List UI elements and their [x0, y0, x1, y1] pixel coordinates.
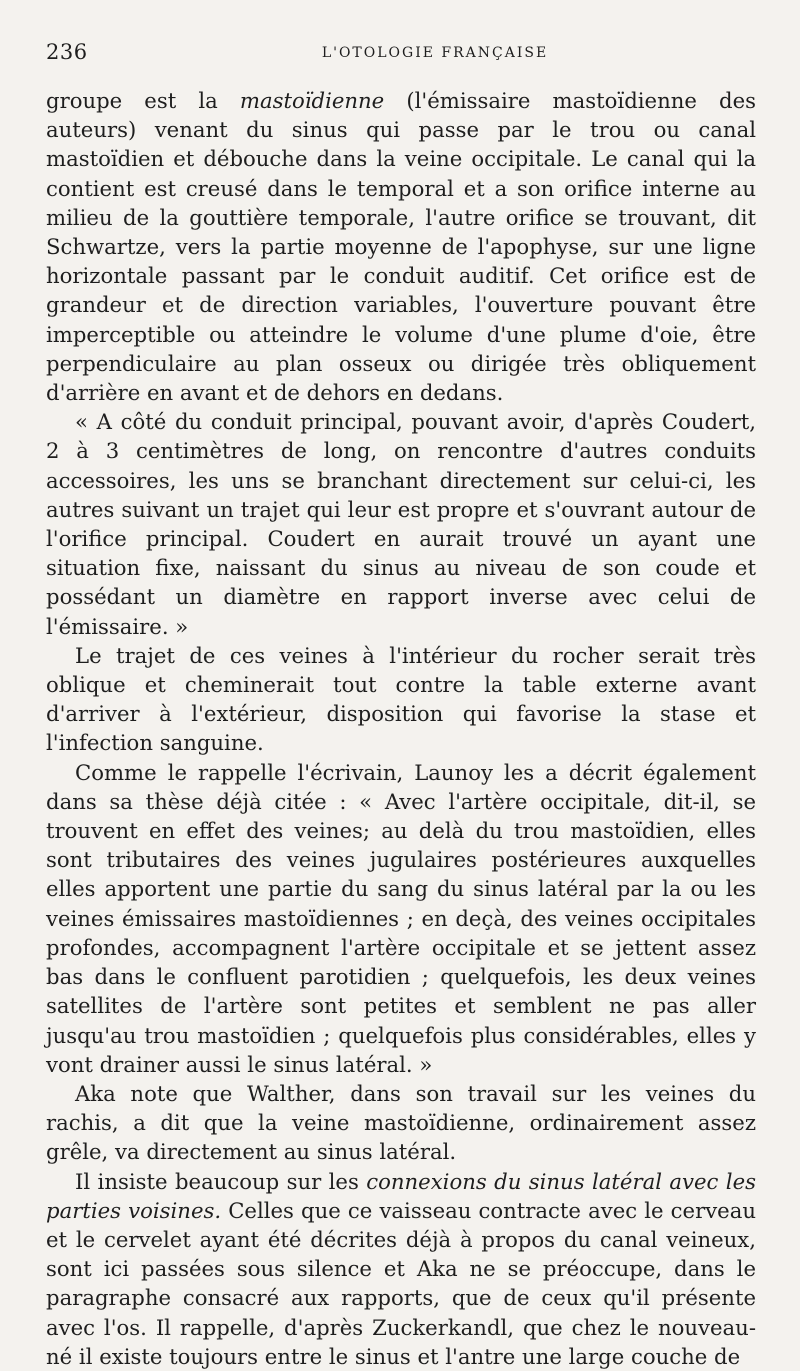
running-title: L'OTOLOGIE FRANÇAISE [321, 45, 549, 61]
paragraph-6: Il insiste beaucoup sur les connexions du sinus latéral avec les parties voisines. Celles que ce vaisseau contracte avec le cerveau et le cervelet ayant été décrites déjà à propos du canal veineux, sont ici passées sous silence et Aka ne se préoccupe, dans le paragraphe consacré aux rapports, que de ceux qu'il présente avec l'os. Il rappelle, d'après Zuckerkandl, que chez le nouveau-né il existe toujours entre le sinus et l'antre une large couche de [46, 1168, 756, 1369]
page-number: 236 [46, 40, 88, 64]
page-header [46, 40, 754, 70]
paragraph-4: Comme le rappelle l'écrivain, Launoy les a décrit également dans sa thèse déjà citée : « Avec l'artère occipitale, dit-il, se trouvent en effet des veines; au delà du trou mastoïdien, elles sont tributaires des veines jugulaires postérieures auxquelles elles apportent une partie du sang du sinus latéral par la ou les veines émissaires mastoïdiennes ; en deçà, des veines occipitales profondes, accompagnent l'artère occipitale et se jettent assez bas dans le confluent parotidien ; quelquefois, les deux veines satellites de l'artère sont petites et semblent ne pas aller jusqu'au trou mastoïdien ; quelquefois plus considérables, elles y vont drainer aussi le sinus latéral. » [46, 759, 756, 1077]
paragraph-1: groupe est la mastoïdienne (l'émissaire mastoïdienne des auteurs) venant du sinus qui passe par le trou ou canal mastoïdien et débouche dans la veine occipitale. Le canal qui la contient est creusé dans le temporal et a son orifice interne au milieu de la gouttière temporale, l'autre orifice se trouvant, dit Schwartze, vers la partie moyenne de l'apophyse, sur une ligne horizontale passant par le conduit auditif. Cet orifice est de grandeur et de direction variables, l'ouverture pouvant être imperceptible ou atteindre le volume d'une plume d'oie, être perpendiculaire au plan osseux ou dirigée très obliquement d'arrière en avant et de dehors en dedans. [46, 88, 756, 406]
paragraph-2: « A côté du conduit principal, pouvant avoir, d'après Coudert, 2 à 3 centimètres de long, on rencontre d'autres conduits accessoires, les uns se branchant directement sur celui-ci, les autres suivant un trajet qui leur est propre et s'ouvrant autour de l'orifice principal. Coudert en aurait trouvé un ayant une situation fixe, naissant du sinus au niveau de son coude et possédant un diamètre en rapport inverse avec celui de l'émissaire. » [46, 409, 756, 639]
paragraph-3: Le trajet de ces veines à l'intérieur du rocher serait très oblique et cheminerait tout contre la table externe avant d'arriver à l'extérieur, disposition qui favorise la stase et l'infection sanguine. [46, 642, 756, 756]
body-text [46, 86, 756, 1371]
italic-heading: connexions du sinus latéral avec les parties voisines. [46, 1168, 756, 1223]
paragraph-5: Aka note que Walther, dans son travail sur les veines du rachis, a dit que la veine mastoïdienne, ordinairement assez grêle, va directement au sinus latéral. [46, 1080, 756, 1165]
italic-term: mastoïdienne [239, 88, 385, 113]
